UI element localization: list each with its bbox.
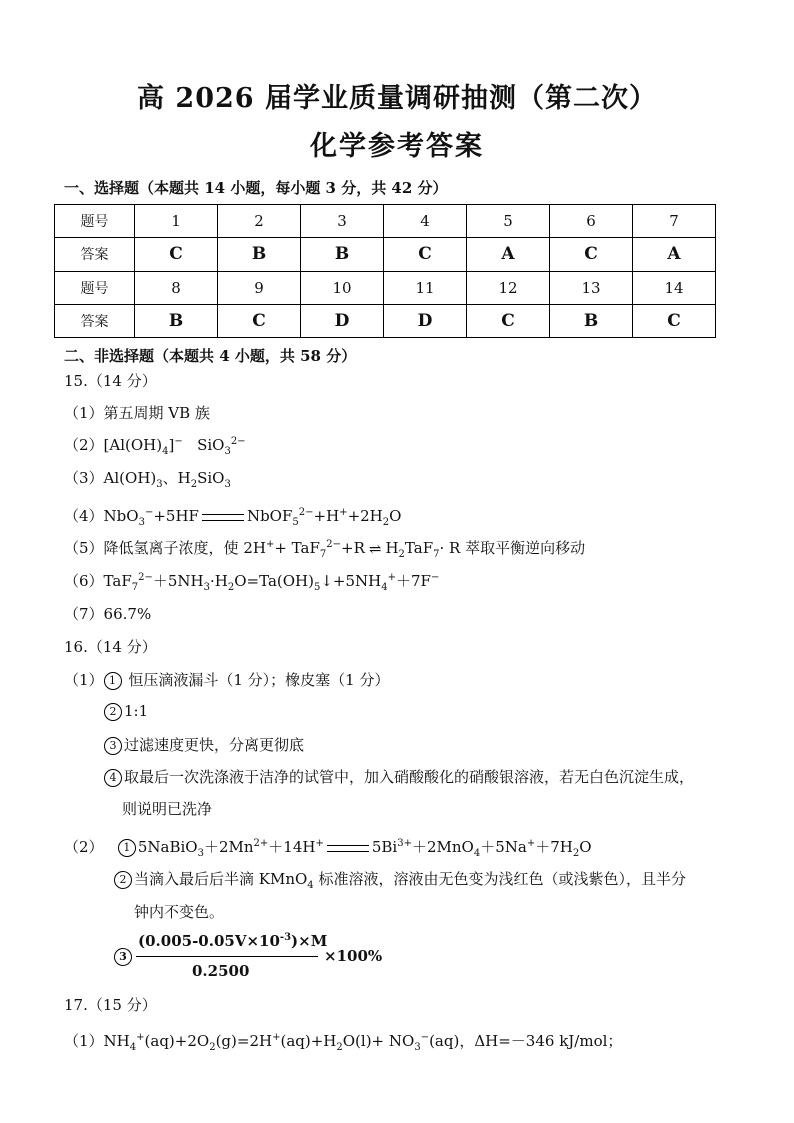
answer-table [54, 204, 716, 338]
q16-part1-4: 4 取最后一次洗涤液于洁净的试管中，加入硝酸酸化的硝酸银溶液，若无白色沉淀生成， [104, 766, 694, 787]
q16-part1-2: 2 1:1 [104, 702, 148, 721]
question-number: 6 [550, 205, 633, 238]
answer-cell: A [633, 238, 716, 271]
q17-header: 17.（15 分） [64, 996, 157, 1014]
answer-cell: D [384, 304, 467, 337]
answer-cell: D [301, 304, 384, 337]
page-title: 高 2026 届学业质量调研抽测（第二次） [137, 83, 657, 114]
section-heading-nonchoice: 二、非选择题（本题共 4 小题，共 58 分） [64, 347, 357, 365]
q15-part7: （7）66.7% [64, 605, 152, 623]
answer-cell: B [218, 238, 301, 271]
answer-cell: C [384, 238, 467, 271]
answer-cell: B [135, 304, 218, 337]
question-number: 13 [550, 271, 633, 304]
answer-cell: C [218, 304, 301, 337]
answer-cell: B [550, 304, 633, 337]
question-number: 1 [135, 205, 218, 238]
question-number: 2 [218, 205, 301, 238]
circled-number: 3 [114, 948, 132, 966]
q16-part2-2: 2 当滴入最后后半滴 KMnO$_4$ 标准溶液，溶液由无色变为浅红色（或浅紫色），且半分 [114, 868, 686, 889]
section-heading-choice: 一、选择题（本题共 14 小题，每小题 3 分，共 42 分） [64, 179, 448, 197]
q15-part6: $(6)TaF_7^{2-}+5NH_3\cdot H_2O=Ta(OH)_5↓+5NH_4^++7F^-$ [64, 572, 440, 593]
equals-sign [202, 514, 244, 521]
q16-header: 16.（14 分） [64, 638, 157, 656]
question-number: 8 [135, 271, 218, 304]
question-number: 9 [218, 271, 301, 304]
page-subtitle: 化学参考答案 [310, 131, 484, 162]
q16-part1-3: 3 过滤速度更快，分离更彻底 [104, 734, 304, 755]
circled-number: 2 [104, 703, 122, 721]
answer-cell: C [550, 238, 633, 271]
question-number: 4 [384, 205, 467, 238]
circled-number: 2 [114, 871, 132, 889]
q15-part1: （1）第五周期 VB 族 [64, 404, 210, 422]
fraction-percent: ×100% [324, 947, 383, 965]
equilibrium-arrow-icon: ⇌ [368, 540, 382, 558]
row-label-question: 题号 [55, 271, 135, 304]
answer-cell: B [301, 238, 384, 271]
question-number: 10 [301, 271, 384, 304]
q15-header: 15.（14 分） [64, 372, 157, 390]
circled-number: 4 [104, 769, 122, 787]
q15-part4-equation: （4）NbO$_3$−+5HF $NbOF_5^{2-}+H^++2H_2O$ [64, 507, 402, 528]
question-number: 7 [633, 205, 716, 238]
fraction-bar [136, 956, 318, 957]
q16-part2-2-cont: 钟内不变色。 [134, 903, 225, 921]
circled-number: 1 [104, 672, 122, 690]
circled-number: 3 [104, 737, 122, 755]
answer-cell: C [633, 304, 716, 337]
question-number: 12 [467, 271, 550, 304]
equals-sign [327, 845, 369, 852]
table-row [55, 205, 716, 238]
q16-part2-1-equation: （2） 1 $5NaBiO_3+2Mn^{2+}+14H^+$ $5Bi^{3+}+2MnO_4+5Na^++7H_2O$ [64, 838, 592, 859]
answer-cell: C [467, 304, 550, 337]
row-label-answer: 答案 [55, 238, 135, 271]
fraction-denominator: 0.2500 [192, 962, 250, 980]
q16-part1-4-cont: 则说明已洗净 [122, 800, 213, 818]
question-number: 3 [301, 205, 384, 238]
q17-part1-equation: $(1)NH_4^+(aq)+2O_2(g)=2H^+(aq)+H_2O(l)+ NO_3^-(aq)$，ΔH=－346 kJ/mol； [64, 1032, 623, 1053]
answer-cell: A [467, 238, 550, 271]
row-label-question: 题号 [55, 205, 135, 238]
q15-part3: $(3)Al(OH)_3$、$H_2SiO_3$ [64, 469, 231, 490]
row-label-answer: 答案 [55, 304, 135, 337]
circled-number: 1 [118, 839, 136, 857]
question-number: 11 [384, 271, 467, 304]
question-number: 14 [633, 271, 716, 304]
table-row [55, 271, 716, 304]
fraction-numerator: $(0.005-0.05V\times 10^{-3})\times M$ [138, 932, 328, 950]
table-row [55, 238, 716, 271]
question-number: 5 [467, 205, 550, 238]
q16-part1-1: （1） 1 恒压滴液漏斗（1 分）；橡皮塞（1 分） [64, 671, 390, 689]
table-row [55, 304, 716, 337]
q15-part5: （5）降低氢离子浓度，使 2H++ TaF$_7^{2-}$+R ⇌ $H_2TaF_7\cdot R$ 萃取平衡逆向移动 [64, 539, 586, 560]
answer-cell: C [135, 238, 218, 271]
q15-part2: $(2)[Al(OH)_4]^-$ SiO$_3^{2-}$ [64, 436, 246, 457]
